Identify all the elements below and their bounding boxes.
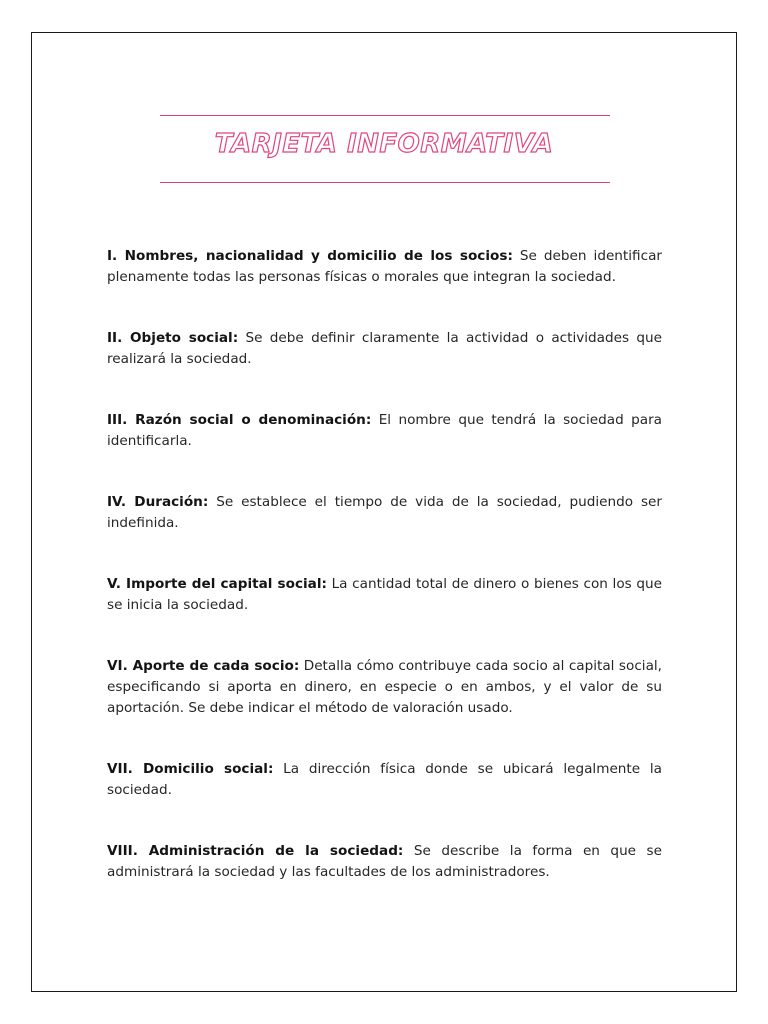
section-body: Se describe la forma en que se administrará la sociedad y las facultades de los administradores.: [107, 843, 662, 880]
section-razon-social: [107, 410, 662, 452]
section-body: Se deben identificar plenamente todas las personas físicas o morales que integran la sociedad.: [107, 248, 662, 285]
section-heading: VI. Aporte de cada socio:: [107, 658, 300, 674]
section-aporte-socio: [107, 656, 662, 719]
section-heading: III. Razón social o denominación:: [107, 412, 372, 428]
section-duracion: [107, 492, 662, 534]
title-bottom-rule: [160, 182, 610, 183]
section-heading: II. Objeto social:: [107, 330, 239, 346]
section-body: Se debe definir claramente la actividad o actividades que realizará la sociedad.: [107, 330, 663, 367]
section-body: La dirección física donde se ubicará legalmente la sociedad.: [107, 761, 662, 798]
sections-list: [107, 246, 662, 923]
section-heading: I. Nombres, nacionalidad y domicilio de los socios:: [107, 248, 513, 264]
section-heading: IV. Duración:: [107, 494, 209, 510]
section-body: El nombre que tendrá la sociedad para identificarla.: [107, 412, 662, 449]
section-socios: [107, 246, 662, 288]
section-heading: VII. Domicilio social:: [107, 761, 274, 777]
page-title: TARJETA INFORMATIVA: [214, 129, 554, 159]
document-page: [31, 32, 737, 992]
title-top-rule: [160, 115, 610, 116]
section-body: La cantidad total de dinero o bienes con los que se inicia la sociedad.: [107, 576, 662, 613]
section-capital-social: [107, 574, 662, 616]
section-body: Detalla cómo contribuye cada socio al capital social, especificando si aporta en dinero, en especie o en ambos, y el valor de su aportación. Se debe indicar el método de valoración usado.: [107, 658, 662, 716]
section-heading: VIII. Administración de la sociedad:: [107, 843, 404, 859]
section-body: Se establece el tiempo de vida de la sociedad, pudiendo ser indefinida.: [107, 494, 663, 531]
section-heading: V. Importe del capital social:: [107, 576, 327, 592]
section-objeto-social: [107, 328, 662, 370]
section-administracion: [107, 841, 662, 883]
section-domicilio-social: [107, 759, 662, 801]
